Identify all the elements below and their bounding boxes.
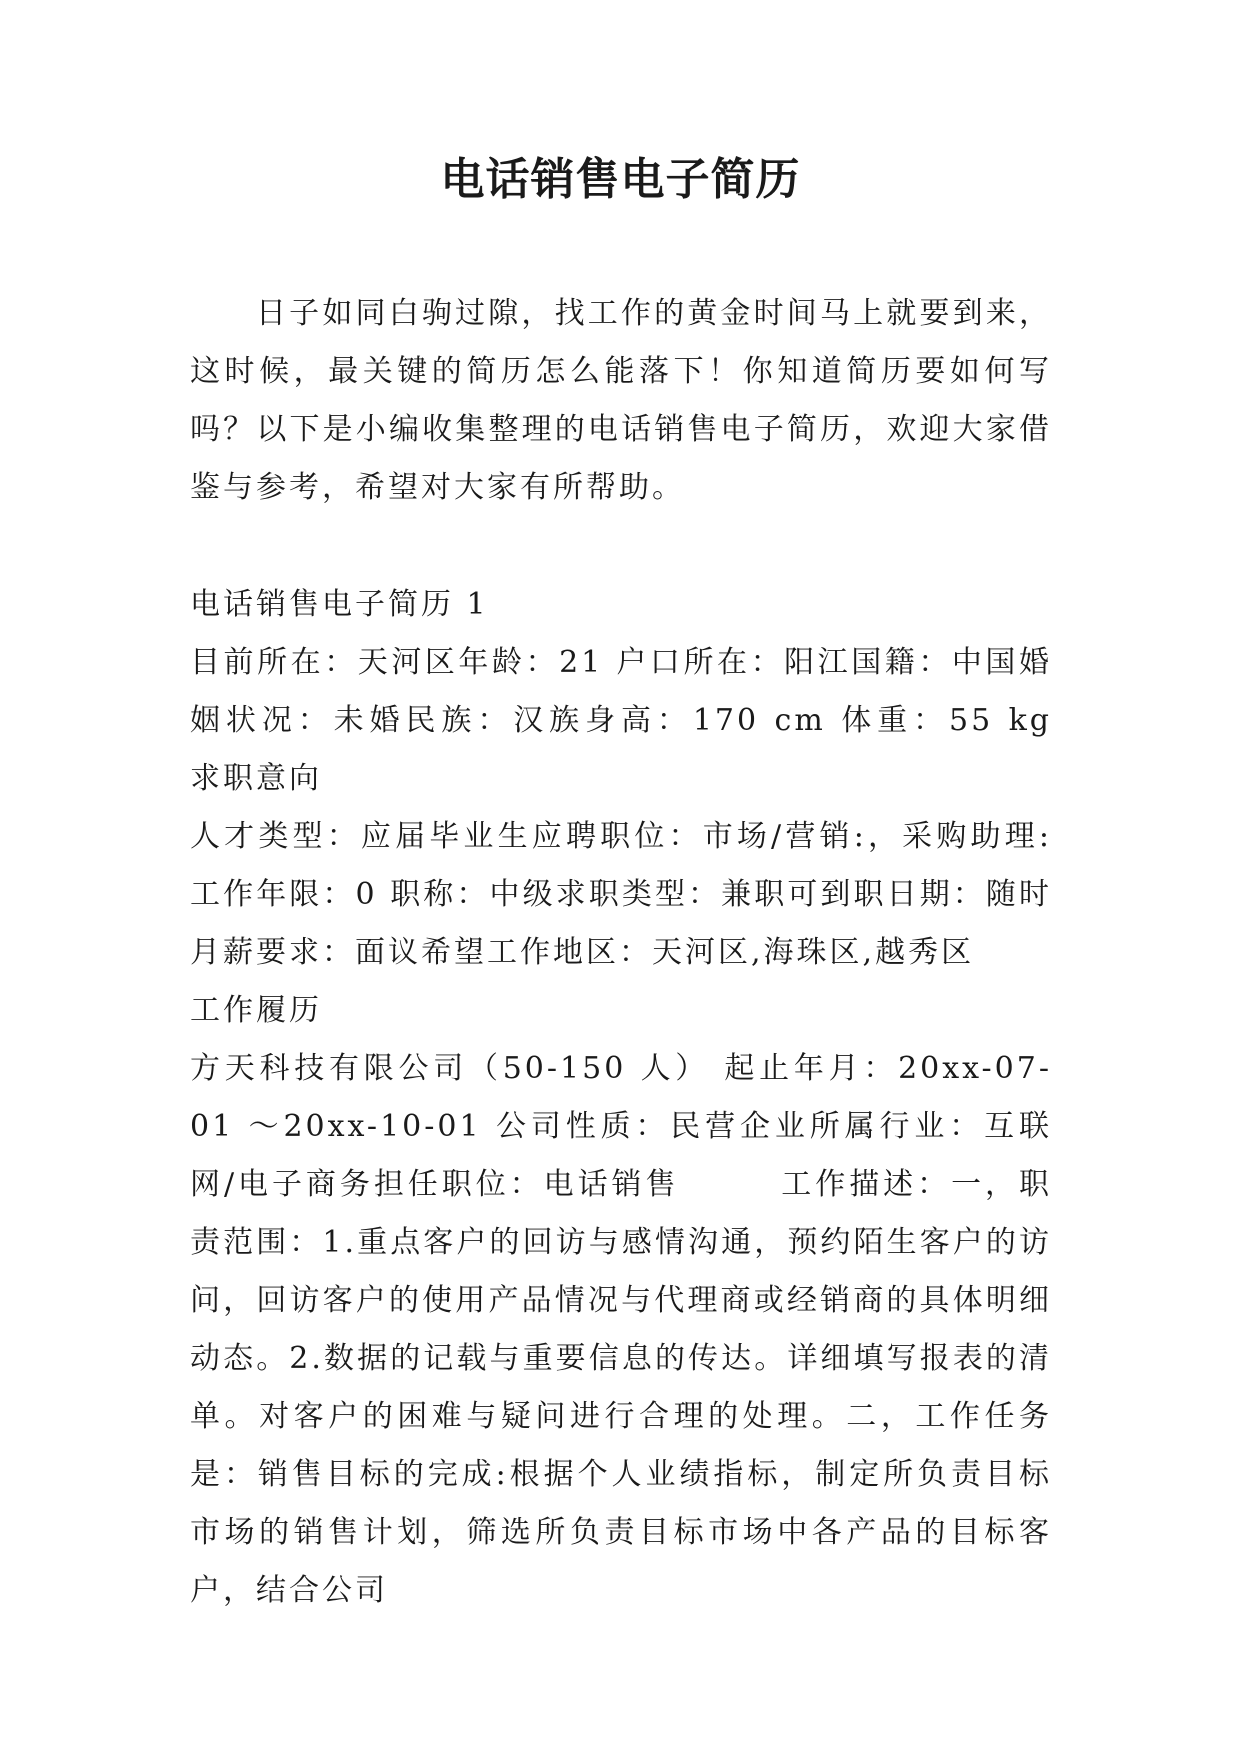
intro-paragraph <box>190 285 1052 517</box>
work-history-paragraph: 方天科技有限公司（50-150 人） 起止年月：20xx-07-01 ～20xx-10-01 公司性质：民营企业所属行业：互联网/电子商务担任职位：电话销售 工作描述：一，职责范围：1.重点客户的回访与感情沟通，预约陌生客户的访问，回访客户的使用产品情况与代理商或经销商的具体明细动态。2.数据的记载与重要信息的传达。详细填写报表的清单。对客户的困难与疑问进行合理的处理。二，工作任务是：销售目标的完成:根据个人业绩指标，制定所负责目标市场的销售计划，筛选所负责目标市场中各产品的目标客户，结合公司 <box>190 1051 1052 1608</box>
basic-info-paragraph: 目前所在：天河区年龄：21 户口所在：阳江国籍：中国婚姻状况：未婚民族：汉族身高：170 cm 体重：55 kg 求职意向 <box>190 645 1118 796</box>
section-heading: 电话销售电子简历 1 <box>190 587 489 622</box>
resume-content <box>190 576 1118 1620</box>
job-intent-paragraph: 人才类型：应届毕业生应聘职位：市场/营销:，采购助理:工作年限：0 职称：中级求职类型：兼职可到职日期：随时月薪要求：面议希望工作地区：天河区,海珠区,越秀区 <box>190 819 1052 970</box>
work-history-heading: 工作履历 <box>190 993 322 1028</box>
document-title: 电话销售电子简历 <box>440 154 801 205</box>
intro-text: 日子如同白驹过隙，找工作的黄金时间马上就要到来，这时候，最关键的简历怎么能落下！你知道简历要如何写吗？以下是小编收集整理的电话销售电子简历，欢迎大家借鉴与参考，希望对大家有所帮助。 <box>190 296 1052 505</box>
